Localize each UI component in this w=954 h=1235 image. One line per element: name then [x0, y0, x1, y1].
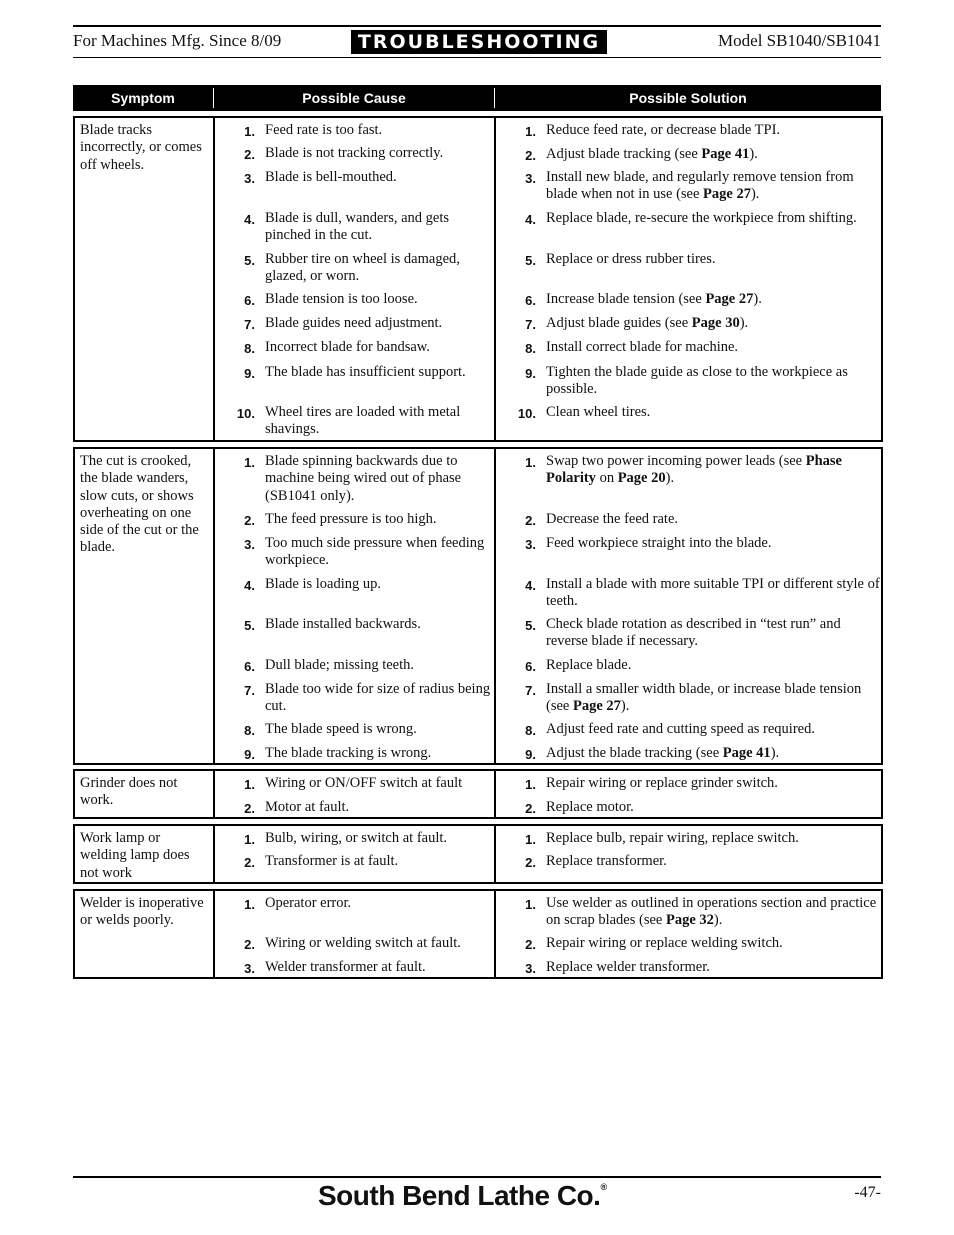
page-reference: Page 20	[617, 470, 666, 487]
troubleshoot-block-5: Welder is inoperative or welds poorly. 1. Operator error. 2. Wiring or welding switch at fault. 3. Welder transformer at fault. 1. Use welder as outlined in operations section and practice on scrap blades (see Page 32). 2. Repair wiring or replace welding switch. 3. Replace welder transformer.	[73, 889, 883, 979]
troubleshoot-block-2: The cut is crooked, the blade wanders, slow cuts, or shows overheating on one side of the cut or the blade. 1. Blade spinning backwards due to machine being wired out of phase (SB1041 only). 2. The feed pressure is too high. 3. Too much side pressure when feeding workpiece. 4. Blade is loading up. 5. Blade installed backwards. 6. Dull blade; missing teeth. 7. Blade too wide for size of radius being cut. 8. The blade speed is wrong. 9. The blade tracking is wrong. 1. Swap two power incoming power leads (see Phase Polarity on Page 20). 2. Decrease the feed rate. 3. Feed workpiece straight into the blade. 4. Install a blade with more suitable TPI or different style of teeth. 5. Check blade rotation as described in “test run” and reverse blade if necessary. 6. Replace blade. 7. Install a smaller width blade, or increase blade tension (see Page 27). 8. Adjust feed rate and cutting speed as required. 9. Adjust the blade tracking (see Page 41).	[73, 447, 883, 765]
symptom-text: Work lamp or welding lamp does not work	[80, 830, 190, 881]
header-left-text: For Machines Mfg. Since 8/09	[73, 31, 282, 50]
page-reference: Page 27	[572, 698, 621, 715]
troubleshoot-block-3: Grinder does not work. 1. Wiring or ON/OFF switch at fault 2. Motor at fault. 1. Repair wiring or replace grinder switch. 2. Replace motor.	[73, 769, 883, 819]
footer-rule	[73, 1176, 881, 1178]
symptom-text: Grinder does not work.	[80, 775, 178, 809]
page-reference: Page 32	[665, 912, 714, 929]
page-header	[73, 25, 881, 58]
page-reference: Page 27	[705, 291, 754, 307]
column-symptom: Symptom	[111, 90, 175, 106]
symptom-text: The cut is crooked, the blade wanders, slow cuts, or shows overheating on one side of the cut or the blade.	[80, 453, 199, 556]
page-number: -47-	[854, 1184, 881, 1201]
header-model: Model SB1040/SB1041	[718, 31, 881, 50]
table-column-header	[73, 85, 881, 111]
header-title: TROUBLESHOOTING	[351, 30, 607, 54]
registered-mark: ®	[600, 1182, 607, 1192]
column-cause: Possible Cause	[302, 90, 406, 106]
page-reference: Page 27	[703, 186, 751, 203]
symptom-text: Welder is inoperative or welds poorly.	[80, 895, 204, 929]
section-reference: Phase Polarity	[546, 453, 842, 487]
troubleshoot-block-4: Work lamp or welding lamp does not work 1. Bulb, wiring, or switch at fault. 2. Transformer is at fault. 1. Replace bulb, repair wiring, replace switch. 2. Replace transformer.	[73, 824, 883, 884]
column-solution: Possible Solution	[629, 90, 747, 106]
brand-logo: South Bend Lathe Co.®	[318, 1180, 607, 1211]
page-reference: Page 41	[722, 745, 771, 761]
page-reference: Page 30	[691, 315, 740, 331]
troubleshoot-block-1: Blade tracks incorrectly, or comes off wheels. 1. Feed rate is too fast. 2. Blade is not tracking correctly. 3. Blade is bell-mouthed. 4. Blade is dull, wanders, and gets pinched in the cut. 5. Rubber tire on wheel is damaged, glazed, or worn. 6. Blade tension is too loose. 7. Blade guides need adjustment. 8. Incorrect blade for bandsaw. 9. The blade has insufficient support. 10. Wheel tires are loaded with metal shavings. 1. Reduce feed rate, or decrease blade TPI. 2. Adjust blade tracking (see Page 41). 3. Install new blade, and regularly remove tension from blade when not in use (see Page 27). 4. Replace blade, re-secure the workpiece from shifting. 5. Replace or dress rubber tires. 6. Increase blade tension (see Page 27). 7. Adjust blade guides (see Page 30). 8. Install correct blade for machine. 9. Tighten the blade guide as close to the workpiece as possible. 10. Clean wheel tires.	[73, 116, 883, 442]
symptom-text: Blade tracks incorrectly, or comes off wheels.	[80, 122, 202, 173]
page-reference: Page 41	[701, 146, 750, 162]
